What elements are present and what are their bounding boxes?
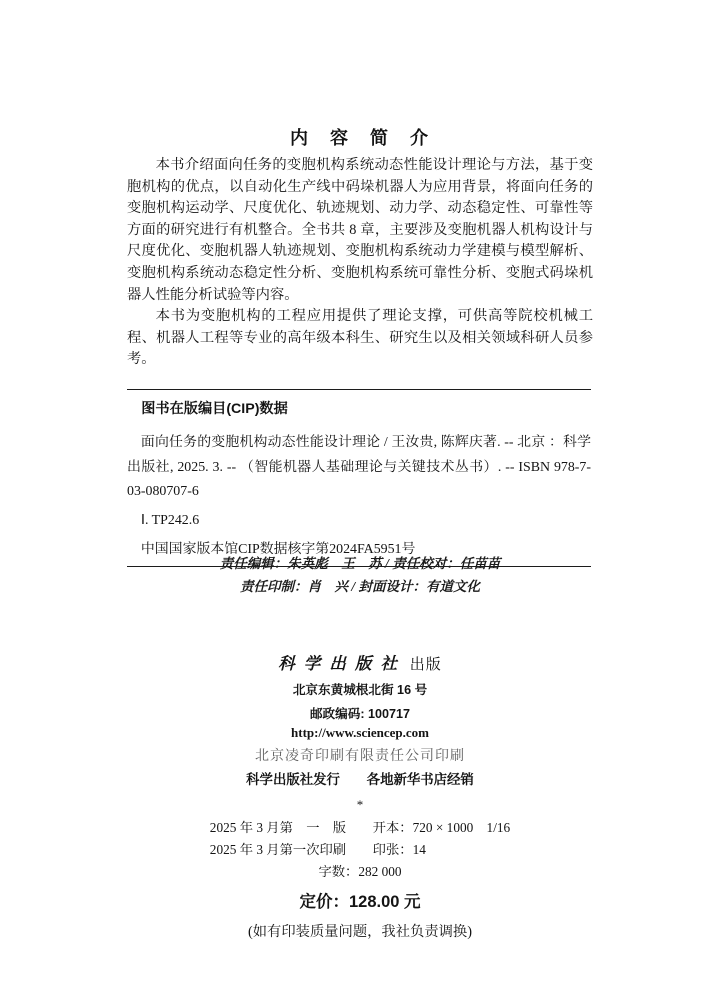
publisher-line bbox=[0, 650, 720, 674]
edition-block bbox=[210, 817, 510, 861]
intro-title: 内 容 简 介 bbox=[290, 128, 430, 148]
cip-registry-number: 中国国家版本馆CIP数据核字第2024FA5951号 bbox=[140, 541, 416, 557]
distribution-line: 科学出版社发行 各地新华书店经销 bbox=[246, 772, 474, 787]
colophon bbox=[0, 650, 720, 941]
edition-line-1: 2025 年 3 月第 一 版 开本：720 × 1000 1/16 bbox=[209, 820, 511, 835]
cip-section bbox=[127, 389, 591, 567]
cip-record: 面向任务的变胞机构动态性能设计理论 / 王汝贵, 陈辉庆著. -- 北京 ：科学出版社, 2025. 3. -- （智能机器人基础理论与关键技术丛书）. -- ISBN 978-7-03-080707-6 bbox=[127, 435, 591, 500]
publisher-suffix: 出版 bbox=[409, 656, 442, 673]
quality-note: (如有印装质量问题，我社负责调换) bbox=[248, 924, 472, 940]
price-line: 定价：128.00 元 bbox=[299, 893, 421, 911]
intro-body bbox=[127, 155, 593, 371]
staff-credits bbox=[0, 553, 720, 598]
cip-classification: Ⅰ. TP242.6 bbox=[140, 512, 200, 528]
wordcount-line: 字数：282 000 bbox=[318, 864, 402, 879]
intro-paragraph-1: 本书介绍面向任务的变胞机构系统动态性能设计理论与方法，基于变胞机构的优点，以自动化生产线中码垛机器人为应用背景，将面向任务的变胞机构运动学、尺度优化、轨迹规划、动力学、动态稳定性、可靠性等方面的研究进行有机整合。全书共 8 章，主要涉及变胞机器人机构设计与尺度优化、变胞机器人轨迹规划、变胞机构系统动力学建模与模型解析、变胞机构系统动态稳定性分析、变胞机构系统可靠性分析、变胞式码垛机器人性能分析试验等内容。 bbox=[127, 157, 593, 303]
publisher-logo: 科学出版社 bbox=[278, 654, 407, 673]
publisher-address: 北京东黄城根北街 16 号 bbox=[292, 683, 428, 697]
staff-line-printing-design: 责任印制：肖 兴 / 封面设计：有道文化 bbox=[239, 578, 480, 594]
printer-name: 北京凌奇印刷有限责任公司印刷 bbox=[255, 749, 465, 764]
staff-line-editors: 责任编辑：朱英彪 王 苏 / 责任校对：任苗苗 bbox=[219, 556, 501, 571]
publisher-postcode: 邮政编码: 100717 bbox=[309, 707, 411, 721]
intro-paragraph-2: 本书为变胞机构的工程应用提供了理论支撑，可供高等院校机械工程、机器人工程等专业的高年级本科生、研究生以及相关领域科研人员参考。 bbox=[127, 308, 593, 368]
divider-asterisk: * bbox=[356, 797, 364, 812]
cip-header: 图书在版编目(CIP)数据 bbox=[141, 401, 288, 417]
publisher-website: http://www.sciencep.com bbox=[291, 725, 429, 740]
edition-line-2: 2025 年 3 月第一次印刷 印张：14 bbox=[209, 842, 426, 857]
